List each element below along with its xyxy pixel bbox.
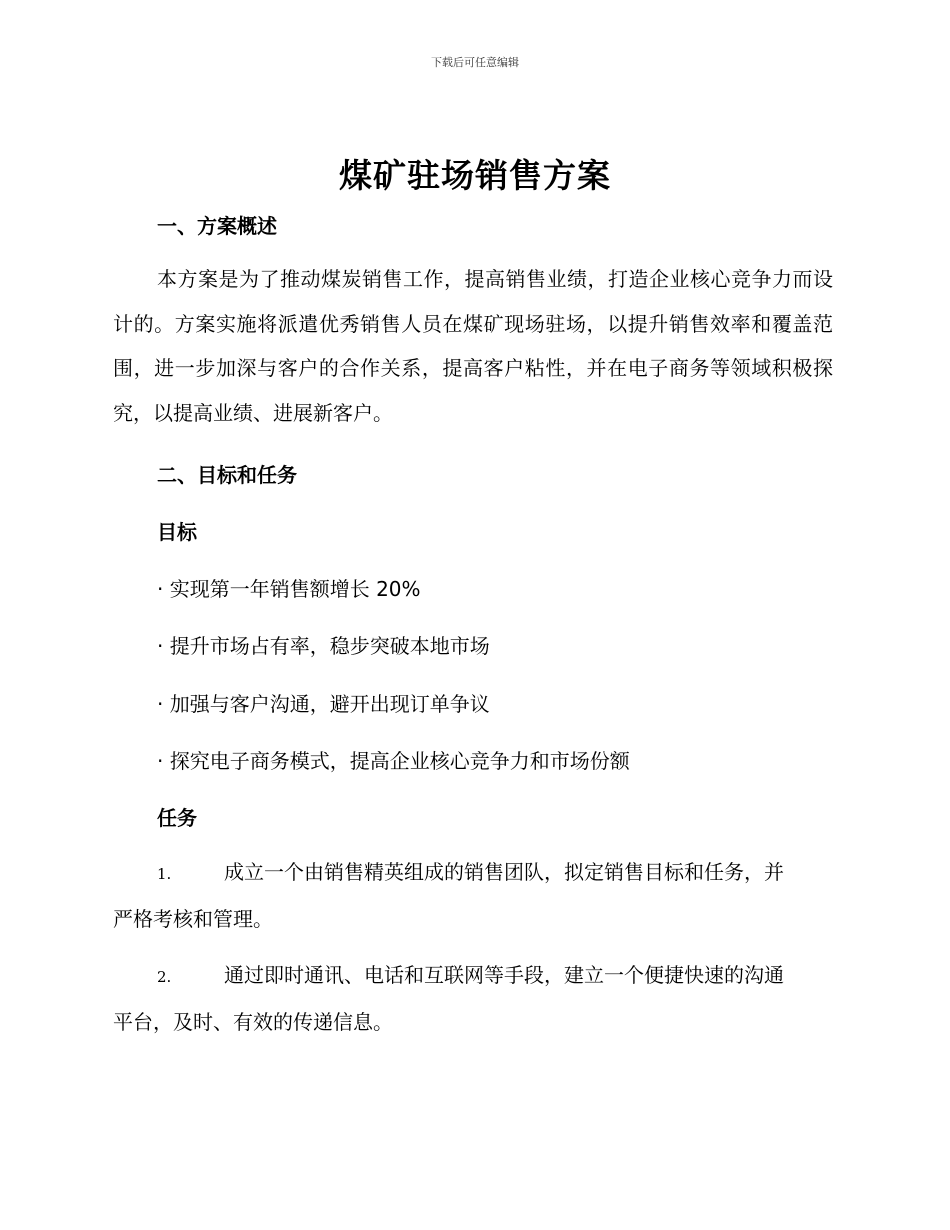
goal-item: · 加强与客户沟通，避开出现订单争议 xyxy=(157,692,490,716)
subheading-tasks: 任务 xyxy=(157,806,197,830)
document-title: 煤矿驻场销售方案 xyxy=(339,156,611,195)
task-item xyxy=(113,953,833,1044)
task-number: 1. xyxy=(157,865,172,883)
task-first-line xyxy=(113,953,833,1000)
task-first-line xyxy=(113,850,833,897)
task-text: 成立一个由销售精英组成的销售团队，拟定销售目标和任务，并 xyxy=(224,860,784,884)
overview-paragraph: 本方案是为了推动煤炭销售工作，提高销售业绩，打造企业核心竞争力而设计的。方案实施将派遣优秀销售人员在煤矿现场驻场，以提升销售效率和覆盖范围，进一步加深与客户的合作关系，提高客户粘性，并在电子商务等领域积极探究，以提高业绩、进展新客户。 xyxy=(113,267,833,425)
task-item xyxy=(113,850,833,941)
goal-item: · 实现第一年销售额增长 20% xyxy=(157,577,421,601)
task-continuation: 严格考核和管理。 xyxy=(113,906,273,931)
goal-item: · 探究电子商务模式，提高企业核心竞争力和市场份额 xyxy=(157,749,630,773)
subheading-goals: 目标 xyxy=(157,520,197,544)
task-continuation: 平台，及时、有效的传递信息。 xyxy=(113,1009,393,1034)
page-header-note: 下载后可任意编辑 xyxy=(431,56,519,69)
task-number: 2. xyxy=(157,968,172,986)
goal-item: · 提升市场占有率，稳步突破本地市场 xyxy=(157,634,490,658)
task-text: 通过即时通讯、电话和互联网等手段，建立一个便捷快速的沟通 xyxy=(224,963,784,987)
section-heading-goals-tasks: 二、目标和任务 xyxy=(157,463,297,487)
section-heading-overview: 一、方案概述 xyxy=(157,214,277,238)
